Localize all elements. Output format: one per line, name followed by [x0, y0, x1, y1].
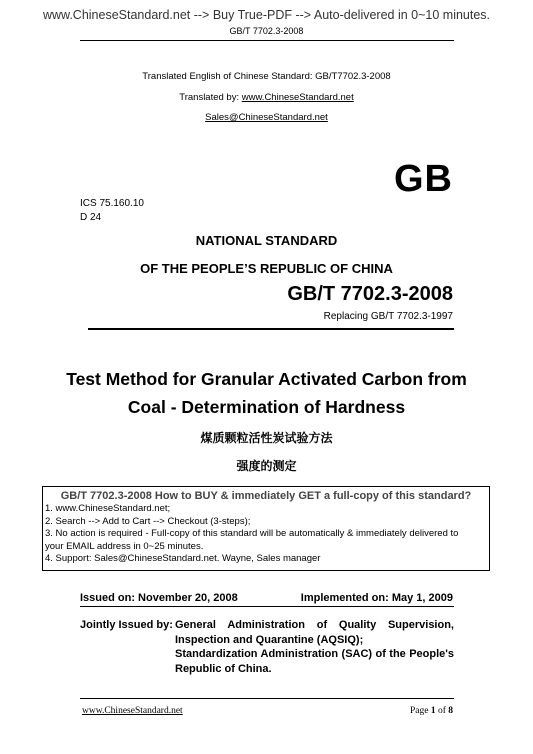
email-link[interactable]: Sales@ChineseStandard.net — [205, 112, 328, 123]
translated-by-label: Translated by: — [179, 92, 242, 103]
footer-site-link[interactable]: www.ChineseStandard.net — [82, 706, 183, 716]
purchase-step[interactable]: 1. www.ChineseStandard.net; — [45, 503, 171, 514]
replacing-note: Replacing GB/T 7702.3-1997 — [323, 311, 453, 322]
classification-codes — [80, 197, 144, 225]
translated-by — [0, 92, 533, 103]
page-total: 8 — [448, 706, 453, 716]
header-banner: www.ChineseStandard.net --> Buy True-PDF --> Auto-delivered in 0~10 minutes. — [42, 8, 491, 22]
purchase-step: 3. No action is required - Full-copy of this standard will be automatically & immediately delivered to — [45, 528, 459, 539]
ccs-code: D 24 — [80, 212, 102, 223]
footer-rule — [80, 698, 454, 699]
standard-type-line1: NATIONAL STANDARD — [195, 233, 338, 248]
standard-number: GB/T 7702.3-2008 — [287, 283, 453, 305]
page-number — [410, 706, 453, 716]
page-current: 1 — [430, 706, 436, 716]
ics-code: ICS 75.160.10 — [80, 198, 144, 209]
issuers-label: Jointly Issued by: — [80, 619, 173, 631]
purchase-heading: GB/T 7702.3-2008 How to BUY & immediately GET a full-copy of this standard? — [60, 490, 472, 502]
email-row — [0, 112, 533, 123]
issuers-block — [175, 618, 454, 676]
title-cn-line1: 煤质颗粒活性炭试验方法 — [200, 431, 333, 445]
title-en-line1: Test Method for Granular Activated Carbon from — [66, 369, 467, 389]
purchase-step: 2. Search --> Add to Cart --> Checkout (3-steps); — [45, 515, 251, 527]
page-of: of — [435, 706, 449, 716]
header-doc-id: GB/T 7702.3-2008 — [229, 26, 304, 36]
issued-date: Issued on: November 20, 2008 — [80, 592, 238, 604]
issuer-line: Republic of China. — [175, 662, 272, 675]
title-rule — [88, 328, 454, 330]
title-cn-line2: 强度的测定 — [236, 459, 297, 473]
purchase-step: 4. Support: Sales@ChineseStandard.net. Wayne, Sales manager — [45, 553, 321, 564]
implemented-date: Implemented on: May 1, 2009 — [300, 592, 453, 604]
gb-logo: GB — [394, 158, 453, 200]
issuer-line: General Administration of Quality Supervision, — [175, 619, 454, 631]
translator-link[interactable]: www.ChineseStandard.net — [241, 92, 354, 103]
standard-type-line2: OF THE PEOPLE’S REPUBLIC OF CHINA — [140, 261, 393, 276]
header-rule — [80, 40, 454, 41]
purchase-steps — [43, 503, 489, 566]
purchase-info-box — [42, 486, 490, 571]
purchase-step: your EMAIL address in 0~25 minutes. — [45, 540, 204, 552]
issuer-line: Inspection and Quarantine (AQSIQ); — [175, 633, 364, 646]
dates-rule — [80, 606, 454, 607]
translation-line: Translated English of Chinese Standard: GB/T7702.3-2008 — [142, 71, 391, 82]
title-en-line2: Coal - Determination of Hardness — [127, 397, 406, 417]
page-label: Page — [409, 706, 431, 716]
issuer-line: Standardization Administration (SAC) of the People's — [175, 648, 454, 660]
